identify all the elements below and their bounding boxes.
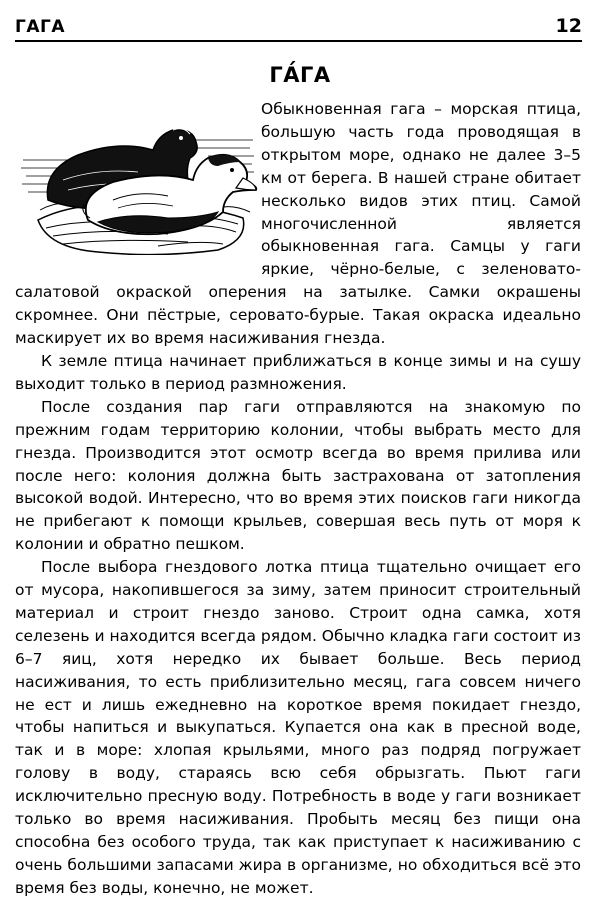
paragraph-4: После выбора гнездового лотка птица тщательно очищает его от мусора, накопившегося за зиму, затем приносит строительный материал и строит гнездо заново. Строит одна самка, хотя селезень и находится всегда рядом. Обычно кладка гаги состоит из 6–7 яиц, хотя нередко их бывает больше. Весь период насиживания, то есть приблизительно месяц, гага совсем ничего не ест и лишь ежедневно на короткое время покидает гнездо, чтобы напиться и выкупаться. Купается она как в пресной воде, так и в море: хлопая крыльями, много раз подряд погружает голову в воду, стараясь всю себя обрызгать. Пьют гаги исключительно пресную воду. Потребность в воде у гаги возникает только во время насиживания. Пробыть месяц без пищи она способна без особого труда, так как приступает к насиживанию с очень большими запасами жира в организме, но обходиться всё это время без воды, конечно, не может. xyxy=(15,558,581,897)
running-title: ГАГА xyxy=(15,17,65,37)
paragraph-1: Обыкновенная гага – морская птица, большую часть года проводящая в открытом море, однако не далее 3–5 км от берега. В нашей стране обитает несколько видов этих птиц. Самой многочисленной является обыкновенная гага. Самцы у гаги яркие, чёрно-белые, с зеленовато-салатовой окраской оперения на затылке. Самки окрашены скромнее. Они пёстрые, серовато-бурые. Такая окраска идеально маскирует их во время насиживания гнезда. xyxy=(15,100,581,348)
page-number: 12 xyxy=(555,15,582,37)
article-title: ГА́ГА xyxy=(269,63,331,87)
article-body xyxy=(15,98,581,900)
illustration-space xyxy=(15,98,261,262)
paragraph-2: К земле птица начинает приближаться в конце зимы и на сушу выходит только в период размножения. xyxy=(15,351,581,393)
paragraph-3: После создания пар гаги отправляются на знакомую по прежним годам территорию колонии, чтобы выбрать место для гнезда. Производится этот осмотр всегда во время прилива или после него: колония должна быть застрахована от затопления высокой водой. Интересно, что во время этих поисков гаги никогда не прибегают к помощи крыльев, совершая весь путь от моря к колонии и обратно пешком. xyxy=(15,397,581,554)
running-header xyxy=(15,12,582,42)
